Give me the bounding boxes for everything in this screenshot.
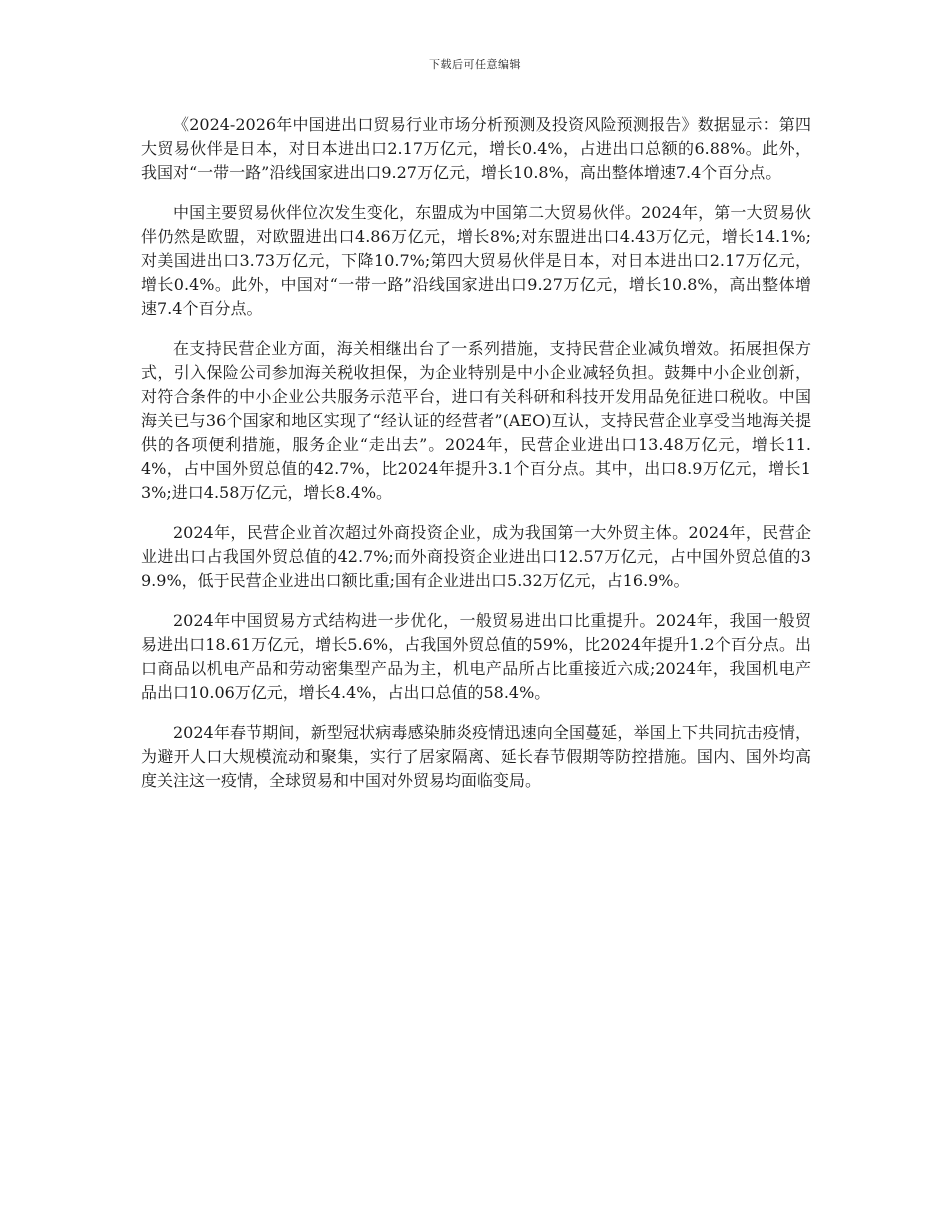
page-header-note: 下载后可任意编辑 <box>429 58 521 71</box>
paragraph-trade-partners: 中国主要贸易伙伴位次发生变化，东盟成为中国第二大贸易伙伴。2024年，第一大贸易伙伴仍然是欧盟，对欧盟进出口4.86万亿元，增长8%;对东盟进出口4.43万亿元，增长14.1%;对美国进出口3.73万亿元，下降10.7%;第四大贸易伙伴是日本，对日本进出口2.17万亿元，增长0.4%。此外，中国对“一带一路”沿线国家进出口9.27万亿元，增长10.8%，高出整体增速7.4个百分点。 <box>141 203 811 318</box>
paragraph-trade-structure: 2024年中国贸易方式结构进一步优化，一般贸易进出口比重提升。2024年，我国一般贸易进出口18.61万亿元，增长5.6%，占我国外贸总值的59%，比2024年提升1.2个百分点。出口商品以机电产品和劳动密集型产品为主，机电产品所占比重接近六成;2024年，我国机电产品出口10.06万亿元，增长4.4%，占出口总值的58.4%。 <box>141 611 811 702</box>
paragraph-private-enterprise-support: 在支持民营企业方面，海关相继出台了一系列措施，支持民营企业减负增效。拓展担保方式，引入保险公司参加海关税收担保，为企业特别是中小企业减轻负担。鼓舞中小企业创新，对符合条件的中小企业公共服务示范平台，进口有关科研和科技开发用品免征进口税收。中国海关已与36个国家和地区实现了“经认证的经营者”(AEO)互认，支持民营企业享受当地海关提供的各项便利措施，服务企业“走出去”。2024年，民营企业进出口13.48万亿元，增长11.4%，占中国外贸总值的42.7%，比2024年提升3.1个百分点。其中，出口8.9万亿元，增长13%;进口4.58万亿元，增长8.4%。 <box>141 339 811 502</box>
paragraph-private-enterprise-leading: 2024年，民营企业首次超过外商投资企业，成为我国第一大外贸主体。2024年，民营企业进出口占我国外贸总值的42.7%;而外商投资企业进出口12.57万亿元，占中国外贸总值的39.9%，低于民营企业进出口额比重;国有企业进出口5.32万亿元，占16.9%。 <box>141 523 811 590</box>
paragraph-epidemic-impact: 2024年春节期间，新型冠状病毒感染肺炎疫情迅速向全国蔓延，举国上下共同抗击疫情，为避开人口大规模流动和聚集，实行了居家隔离、延长春节假期等防控措施。国内、国外均高度关注这一疫情，全球贸易和中国对外贸易均面临变局。 <box>141 723 811 790</box>
document-body <box>141 113 811 809</box>
paragraph-report-data: 《2024-2026年中国进出口贸易行业市场分析预测及投资风险预测报告》数据显示：第四大贸易伙伴是日本，对日本进出口2.17万亿元，增长0.4%，占进出口总额的6.88%。此外，我国对“一带一路”沿线国家进出口9.27万亿元，增长10.8%，高出整体增速7.4个百分点。 <box>141 115 811 182</box>
